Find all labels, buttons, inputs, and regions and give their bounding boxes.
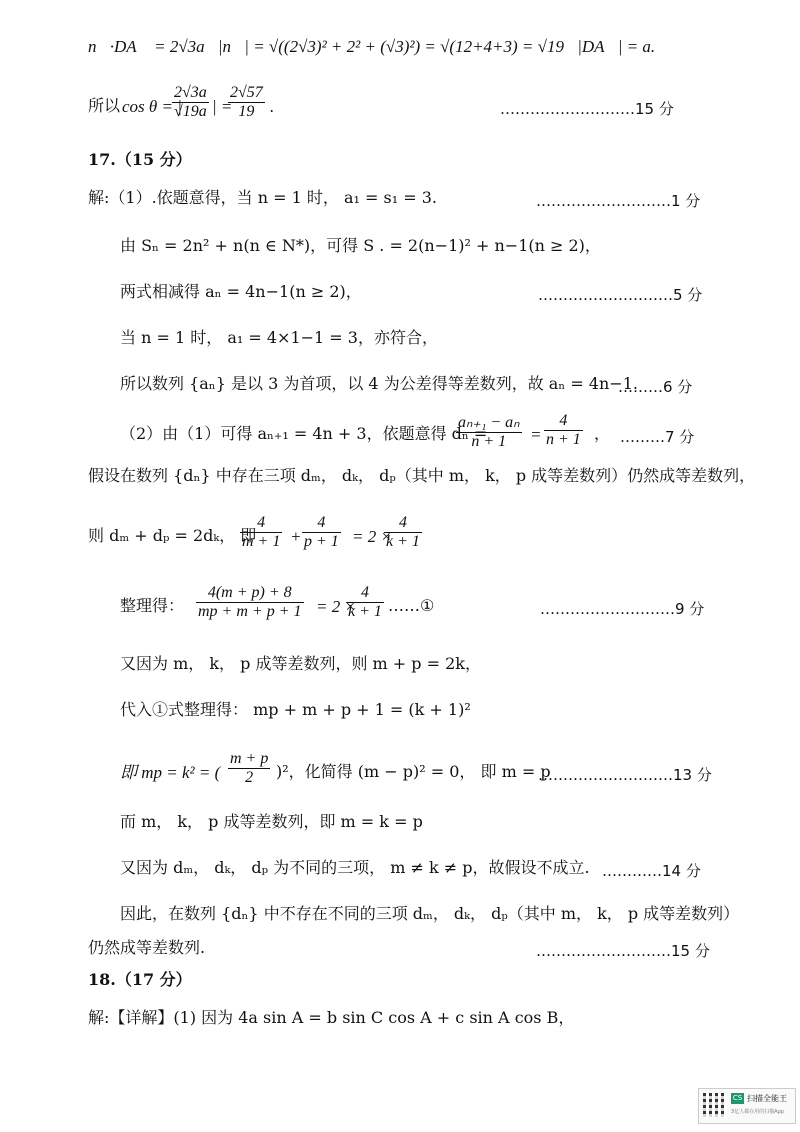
score-marker: ………7 分 (620, 428, 695, 446)
fraction: $\frac{\text{aₙ₊₁ − aₙ}}{n + 1}$ (458, 414, 520, 450)
line-1: n⃗·DA⃗ = 2√3a，|n⃗| = √((2√3)² + 2² + (√3)²) = √(12+4+3) = √19，|DA⃗| = a. (88, 37, 656, 56)
fraction: $\frac{2√3a}{√19a}$ (174, 84, 207, 120)
fraction: $\frac{4}{p + 1}$ (304, 514, 339, 550)
fraction: $\frac{4(m + p) + 8}{mp + m + p + 1}$ (198, 584, 302, 620)
score-marker: ………………………1 分 (536, 192, 701, 210)
line-18: 因此，在数列 {dₙ} 中不存在不同的三项 dₘ， dₖ， dₚ（其中 m， k， p 成等差数列） (120, 904, 740, 923)
line-19: 仍然成等差数列. ………………………15 分 (88, 938, 710, 960)
score-marker: ………………………15 分 (500, 100, 674, 118)
line-5: 由 Sₙ = 2n² + n(n ∈ N*)，可得 S . = 2(n−1)² + n−1(n ≥ 2)， (120, 236, 601, 255)
line-17: 又因为 dₘ， dₖ， dₚ 为不同的三项， m ≠ k ≠ p，故假设不成立. …………14 分 (120, 858, 701, 880)
line-4: 解:（1）.依题意得，当 n = 1 时， a₁ = s₁ = 3. ………………………1 分 (88, 188, 701, 210)
score-marker: …………14 分 (602, 862, 701, 880)
score-marker: ………………………5 分 (538, 286, 703, 304)
fraction: $\frac{m + p}{2}$ (230, 750, 269, 786)
line-13: 又因为 m， k， p 成等差数列，则 m + p = 2k， (120, 654, 481, 673)
line-2: 所以 cos θ = | $\frac{2√3a}{√19a}$ | = $\frac{2√57}{19}$ . ………………………15 分 (88, 84, 674, 120)
score-marker: ………………………15 分 (536, 942, 710, 960)
watermark-title: 扫描全能王 (747, 1094, 787, 1103)
line-7: 当 n = 1 时， a₁ = 4×1−1 = 3，亦符合， (120, 328, 438, 347)
qr-code-icon (703, 1093, 727, 1117)
camscanner-watermark (698, 1088, 796, 1124)
score-marker: ………………………13 分 (538, 766, 712, 784)
line-15: 即 mp = k² = ( $\frac{m + p}{2}$ )²，化简得 (m − p)² = 0， 即 m = p ………………………13 分 (120, 750, 712, 786)
line-11: 则 dₘ + dₚ = 2dₖ， 即 $\frac{4}{m + 1}$ + $\frac{4}{p + 1}$ = 2 × $\frac{4}{k + 1}$ (88, 514, 420, 550)
watermark-subtitle: 3亿人都在用的扫描App (731, 1109, 784, 1115)
line-20: 18.（17 分） (88, 970, 192, 989)
line-21: 解:【详解】(1) 因为 4a sin A = b sin C cos A + c sin A cos B， (88, 1008, 575, 1027)
line-8: 所以数列 {aₙ} 是以 3 为首项，以 4 为公差得等差数列，故 aₙ = 4n−1. ………6 分 (120, 374, 693, 396)
score-marker: ………………………9 分 (540, 600, 705, 618)
fraction: $\frac{4}{k + 1}$ (348, 584, 382, 620)
camscanner-icon: CS (732, 1094, 743, 1102)
line-10: 假设在数列 {dₙ} 中存在三项 dₘ， dₖ， dₚ（其中 m， k， p 成等差数列）仍然成等差数列， (88, 466, 756, 485)
score-marker: ………6 分 (618, 378, 693, 396)
line-9: （2）由（1）可得 aₙ₊₁ = 4n + 3，依题意得 dₙ = $\frac{\text{aₙ₊₁ − aₙ}}{n + 1}$ = $\frac{4}{n + 1}$ ， ………7 分 (120, 412, 695, 450)
line-16: 而 m， k， p 成等差数列，即 m = k = p (120, 812, 423, 831)
line-12: 整理得： $\frac{4(m + p) + 8}{mp + m + p + 1}$ = 2 × $\frac{4}{k + 1}$ ……① ………………………9 分 (120, 584, 705, 620)
fraction: $\frac{4}{k + 1}$ (386, 514, 420, 550)
line-3: 17.（15 分） (88, 150, 192, 169)
fraction: $\frac{4}{n + 1}$ (546, 412, 581, 448)
fraction: $\frac{2√57}{19}$ (230, 84, 263, 120)
line-14: 代入①式整理得： mp + m + p + 1 = (k + 1)² (120, 700, 471, 719)
line-6: 两式相减得 aₙ = 4n−1(n ≥ 2)， ………………………5 分 (120, 282, 703, 304)
fraction: $\frac{4}{m + 1}$ (242, 514, 281, 550)
